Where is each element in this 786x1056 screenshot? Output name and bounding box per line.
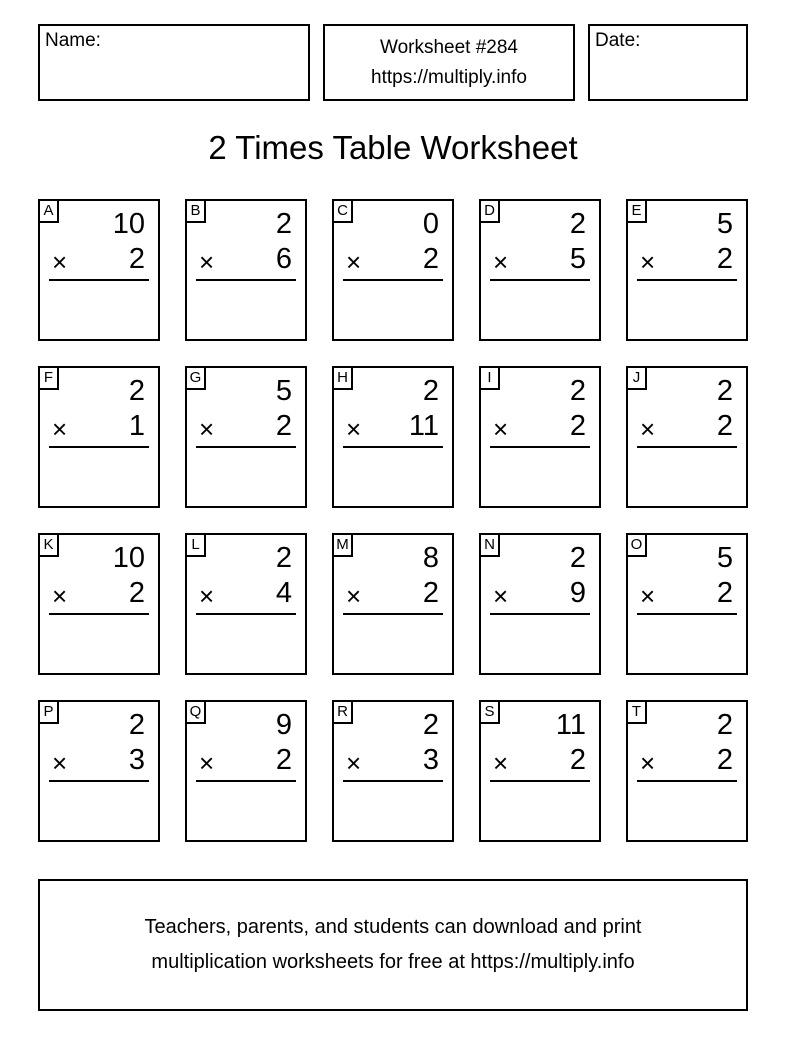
answer-rule — [196, 613, 296, 615]
problem-multiplicand: 10 — [112, 208, 145, 240]
problem-letter: L — [185, 533, 206, 557]
problem-multiplier: 2 — [569, 410, 586, 442]
problem-box[interactable] — [38, 366, 160, 508]
name-label: Name: — [45, 30, 101, 51]
problem-box[interactable] — [38, 199, 160, 341]
problem-letter: N — [479, 533, 500, 557]
problem-box[interactable] — [479, 199, 601, 341]
multiply-sign: × — [52, 414, 68, 444]
answer-rule — [49, 780, 149, 782]
problem-multiplier: 2 — [569, 744, 586, 776]
problem-letter: Q — [185, 700, 206, 724]
worksheet-number: Worksheet #284 — [379, 37, 518, 58]
problem-multiplier: 2 — [422, 243, 439, 275]
multiply-sign: × — [346, 247, 362, 277]
problem-multiplicand: 2 — [275, 208, 292, 240]
problem-multiplicand: 2 — [275, 542, 292, 574]
problem-box[interactable] — [185, 366, 307, 508]
problem-letter: E — [626, 199, 647, 223]
problem-letter: T — [626, 700, 647, 724]
answer-rule — [343, 613, 443, 615]
problem-multiplicand: 2 — [716, 709, 733, 741]
problem-letter: H — [332, 366, 353, 390]
problem-box[interactable] — [332, 533, 454, 675]
answer-rule — [196, 780, 296, 782]
problem-letter: G — [185, 366, 206, 390]
answer-rule — [490, 279, 590, 281]
problem-letter: O — [626, 533, 647, 557]
problem-multiplicand: 0 — [422, 208, 439, 240]
problem-letter: S — [479, 700, 500, 724]
worksheet-url: https://multiply.info — [371, 67, 527, 88]
answer-rule — [343, 279, 443, 281]
multiply-sign: × — [640, 414, 656, 444]
problem-multiplier: 2 — [275, 744, 292, 776]
problem-letter: K — [38, 533, 59, 557]
problem-multiplicand: 2 — [569, 542, 586, 574]
problem-box[interactable] — [626, 199, 748, 341]
problem-multiplicand: 2 — [422, 375, 439, 407]
problem-multiplier: 2 — [275, 410, 292, 442]
problem-multiplicand: 8 — [422, 542, 439, 574]
footer-line-1: Teachers, parents, and students can download and print — [144, 916, 642, 938]
problem-multiplier: 2 — [716, 243, 733, 275]
footer-line-2: multiplication worksheets for free at https://multiply.info — [151, 951, 635, 973]
multiply-sign: × — [493, 247, 509, 277]
answer-rule — [196, 279, 296, 281]
problem-multiplier: 1 — [128, 410, 145, 442]
problem-box[interactable] — [38, 533, 160, 675]
problem-multiplier: 2 — [128, 243, 145, 275]
problem-multiplier: 5 — [569, 243, 586, 275]
problem-multiplier: 2 — [128, 577, 145, 609]
multiply-sign: × — [199, 748, 215, 778]
multiply-sign: × — [52, 748, 68, 778]
problem-multiplier: 2 — [716, 410, 733, 442]
problem-letter: R — [332, 700, 353, 724]
problem-box[interactable] — [626, 533, 748, 675]
problem-box[interactable] — [626, 366, 748, 508]
problem-multiplicand: 11 — [555, 709, 586, 741]
answer-rule — [490, 780, 590, 782]
answer-rule — [637, 780, 737, 782]
problem-multiplier: 3 — [128, 744, 145, 776]
answer-rule — [637, 613, 737, 615]
problem-box[interactable] — [626, 700, 748, 842]
problem-multiplicand: 9 — [275, 709, 292, 741]
problem-multiplier: 3 — [422, 744, 439, 776]
answer-rule — [49, 279, 149, 281]
problem-multiplicand: 2 — [422, 709, 439, 741]
problem-multiplier: 4 — [275, 577, 292, 609]
multiply-sign: × — [493, 748, 509, 778]
multiply-sign: × — [493, 581, 509, 611]
problem-box[interactable] — [185, 199, 307, 341]
answer-rule — [343, 446, 443, 448]
multiply-sign: × — [493, 414, 509, 444]
problem-multiplicand: 2 — [569, 375, 586, 407]
answer-rule — [49, 613, 149, 615]
problem-box[interactable] — [332, 199, 454, 341]
multiply-sign: × — [346, 414, 362, 444]
problem-letter: A — [38, 199, 59, 223]
problem-letter: J — [626, 366, 647, 390]
problem-multiplicand: 10 — [112, 542, 145, 574]
answer-rule — [343, 780, 443, 782]
answer-rule — [49, 446, 149, 448]
problem-multiplier: 11 — [408, 410, 439, 442]
problem-letter: D — [479, 199, 500, 223]
problem-box[interactable] — [185, 700, 307, 842]
problem-multiplicand: 2 — [128, 709, 145, 741]
problem-letter: F — [38, 366, 59, 390]
multiply-sign: × — [52, 581, 68, 611]
problem-multiplicand: 5 — [716, 542, 733, 574]
answer-rule — [637, 446, 737, 448]
multiply-sign: × — [640, 247, 656, 277]
problem-multiplier: 2 — [716, 577, 733, 609]
answer-rule — [637, 279, 737, 281]
problem-letter: B — [185, 199, 206, 223]
problem-box[interactable] — [332, 700, 454, 842]
multiply-sign: × — [346, 581, 362, 611]
multiply-sign: × — [52, 247, 68, 277]
problem-box[interactable] — [479, 366, 601, 508]
problem-box[interactable] — [479, 533, 601, 675]
problem-box[interactable] — [185, 533, 307, 675]
problem-multiplicand: 5 — [716, 208, 733, 240]
problem-letter: I — [479, 366, 500, 390]
problem-letter: M — [332, 533, 353, 557]
footer-box — [38, 879, 748, 1011]
multiply-sign: × — [199, 581, 215, 611]
problem-letter: C — [332, 199, 353, 223]
problem-multiplier: 9 — [569, 577, 586, 609]
answer-rule — [490, 446, 590, 448]
multiply-sign: × — [199, 414, 215, 444]
problem-box[interactable] — [38, 700, 160, 842]
problem-multiplicand: 2 — [128, 375, 145, 407]
multiply-sign: × — [640, 581, 656, 611]
problem-box[interactable] — [332, 366, 454, 508]
problem-multiplicand: 5 — [275, 375, 292, 407]
problem-box[interactable] — [479, 700, 601, 842]
problem-letter: P — [38, 700, 59, 724]
page-title: 2 Times Table Worksheet — [208, 129, 578, 166]
problem-multiplier: 6 — [275, 243, 292, 275]
date-label: Date: — [595, 30, 641, 51]
answer-rule — [196, 446, 296, 448]
multiply-sign: × — [346, 748, 362, 778]
multiply-sign: × — [199, 247, 215, 277]
problem-multiplier: 2 — [422, 577, 439, 609]
answer-rule — [490, 613, 590, 615]
problem-multiplier: 2 — [716, 744, 733, 776]
multiply-sign: × — [640, 748, 656, 778]
problem-multiplicand: 2 — [569, 208, 586, 240]
problem-multiplicand: 2 — [716, 375, 733, 407]
